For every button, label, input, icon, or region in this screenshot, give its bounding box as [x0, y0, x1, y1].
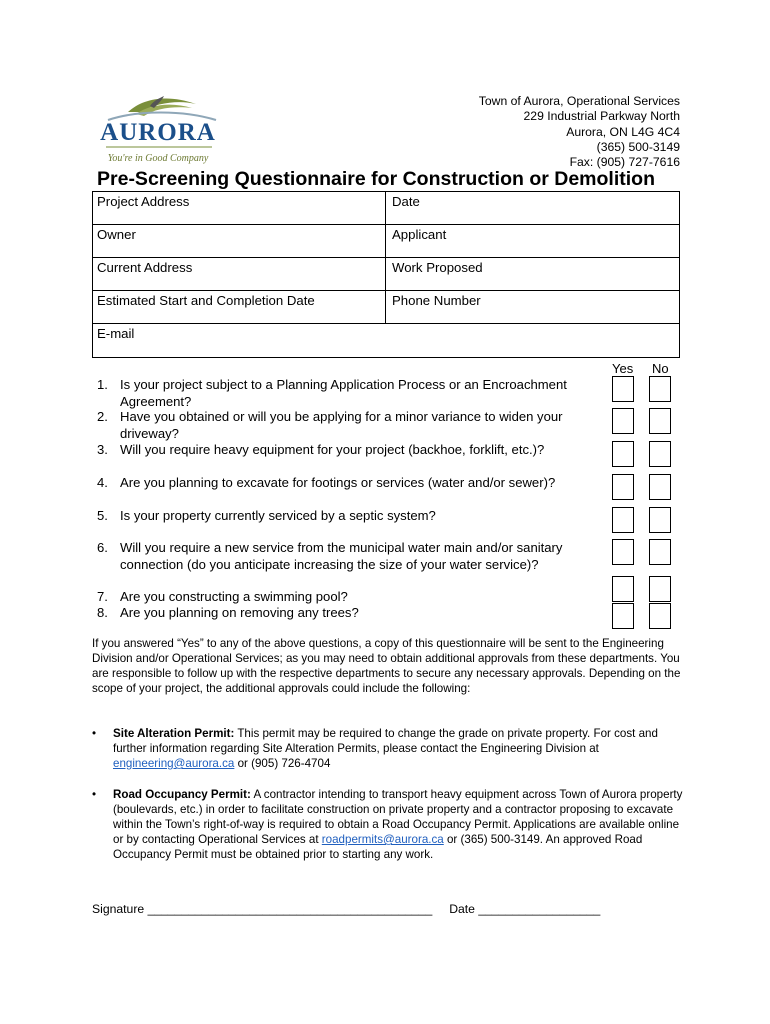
- aurora-logo: [88, 92, 230, 166]
- site-alteration-text: [113, 726, 683, 771]
- yes-checkbox[interactable]: [612, 376, 634, 402]
- no-checkbox[interactable]: [649, 474, 671, 500]
- question-number: 2.: [97, 409, 108, 424]
- table-row: [93, 291, 679, 324]
- logo-tagline: You're in Good Company: [107, 153, 209, 164]
- no-checkbox[interactable]: [649, 408, 671, 434]
- signature-row: [92, 902, 600, 916]
- question-number: 1.: [97, 377, 108, 392]
- table-row: [93, 192, 679, 225]
- question-number: 3.: [97, 442, 108, 457]
- address-block: [479, 94, 680, 170]
- project-address-field[interactable]: Project Address: [93, 192, 386, 224]
- bullet-tail: or (905) 726-4704: [234, 757, 331, 770]
- date-label: Date: [449, 902, 475, 916]
- bullet-tail: or (365) 500-3149. An approved Road Occupancy Permit must be obtained prior to starting any work.: [113, 833, 643, 861]
- applicant-field[interactable]: Applicant: [392, 227, 447, 242]
- logo-name: AURORA: [100, 119, 216, 146]
- date-field[interactable]: Date: [392, 194, 420, 209]
- no-checkbox[interactable]: [649, 441, 671, 467]
- bullet-label: Site Alteration Permit:: [113, 727, 235, 740]
- address-line: Aurora, ON L4G 4C4: [566, 124, 680, 139]
- question-number: 7.: [97, 589, 108, 604]
- bullet-icon: •: [92, 788, 97, 801]
- no-column-header: No: [652, 361, 669, 376]
- applicant-info-table: [92, 191, 680, 358]
- question-text: Have you obtained or will you be applying for a minor variance to widen your driveway?: [120, 409, 563, 441]
- no-checkbox[interactable]: [649, 576, 671, 602]
- owner-field[interactable]: Owner: [93, 225, 386, 257]
- table-row: [93, 225, 679, 258]
- bullet-body: This permit may be required to change the grade on private property. For cost and further information regarding Site Alteration Permits, please contact the Engineering Division at: [113, 727, 658, 755]
- yes-checkbox[interactable]: [612, 576, 634, 602]
- yes-checkbox[interactable]: [612, 539, 634, 565]
- address-line: (365) 500-3149: [596, 139, 680, 154]
- yes-checkbox[interactable]: [612, 507, 634, 533]
- engineering-email-link[interactable]: engineering@aurora.ca: [113, 757, 235, 770]
- question-number: 6.: [97, 540, 108, 555]
- current-address-field[interactable]: Current Address: [93, 258, 386, 290]
- address-line: Fax: (905) 727-7616: [569, 155, 680, 170]
- page-title: Pre-Screening Questionnaire for Construction or Demolition: [97, 168, 655, 190]
- phone-number-field[interactable]: Phone Number: [392, 293, 481, 308]
- no-checkbox[interactable]: [649, 507, 671, 533]
- work-proposed-field[interactable]: Work Proposed: [392, 260, 483, 275]
- question-text: Is your project subject to a Planning Application Process or an Encroachment Agreement?: [120, 377, 567, 409]
- yes-column-header: Yes: [612, 361, 634, 376]
- email-field[interactable]: E-mail: [97, 326, 135, 341]
- no-checkbox[interactable]: [649, 376, 671, 402]
- info-paragraph: If you answered “Yes” to any of the above questions, a copy of this questionnaire will be sent to the Engineering Division and/or Operational Services; as you may need to obtain additional approvals from these departments. You are responsible to follow up with the respective departments to secure any necessary approvals. Depending on the scope of your project, the additional approvals could include the following:: [92, 637, 681, 695]
- address-line: 229 Industrial Parkway North: [523, 109, 680, 124]
- question-text: Will you require a new service from the municipal water main and/or sanitary connection (do you anticipate increasing the size of your water service)?: [120, 540, 563, 572]
- no-checkbox[interactable]: [649, 539, 671, 565]
- signature-label: Signature: [92, 902, 145, 916]
- table-row: [93, 324, 679, 357]
- question-text: Will you require heavy equipment for your project (backhoe, forklift, etc.)?: [120, 442, 545, 457]
- yes-checkbox[interactable]: [612, 603, 634, 629]
- estimated-dates-field[interactable]: Estimated Start and Completion Date: [93, 291, 386, 323]
- bullet-body: A contractor intending to transport heavy equipment across Town of Aurora property (boulevards, etc.) in order to facilitate construction on private property and a contractor proposing to excavate within the Town’s right-of-way is required to obtain a Road Occupancy Permit. Applications are available online or by contacting Operational Services at: [113, 788, 683, 846]
- signature-date-field[interactable]: __________________: [478, 902, 601, 916]
- question-text: Are you constructing a swimming pool?: [120, 589, 348, 604]
- question-number: 4.: [97, 475, 108, 490]
- question-text: Is your property currently serviced by a septic system?: [120, 508, 436, 523]
- bullet-icon: •: [92, 727, 97, 740]
- road-occupancy-text: [113, 787, 683, 862]
- question-text: Are you planning on removing any trees?: [120, 605, 359, 620]
- signature-field[interactable]: __________________________________________: [147, 902, 433, 916]
- yes-checkbox[interactable]: [612, 441, 634, 467]
- address-line: Town of Aurora, Operational Services: [478, 94, 680, 108]
- question-number: 5.: [97, 508, 108, 523]
- question-text: Are you planning to excavate for footings or services (water and/or sewer)?: [120, 475, 556, 490]
- roadpermits-email-link[interactable]: roadpermits@aurora.ca: [321, 833, 444, 846]
- question-number: 8.: [97, 605, 108, 620]
- no-checkbox[interactable]: [649, 603, 671, 629]
- yes-checkbox[interactable]: [612, 474, 634, 500]
- logo-graphic-icon: [88, 92, 230, 166]
- bullet-label: Road Occupancy Permit:: [113, 788, 251, 801]
- table-row: [93, 258, 679, 291]
- yes-checkbox[interactable]: [612, 408, 634, 434]
